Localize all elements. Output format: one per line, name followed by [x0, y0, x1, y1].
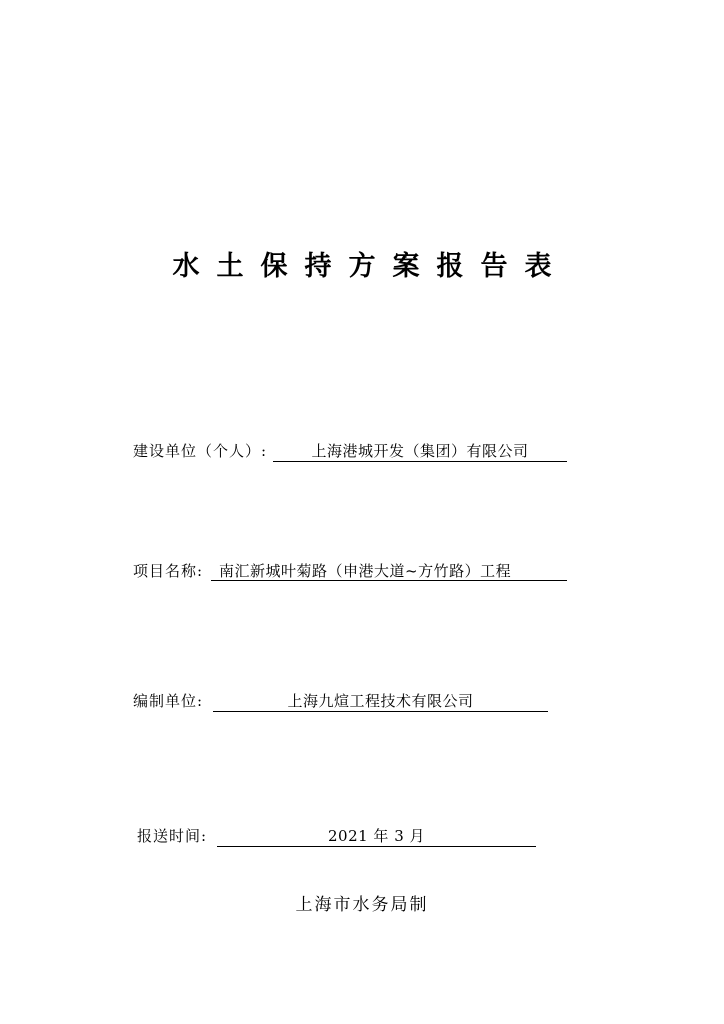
builder-field	[133, 441, 573, 463]
compiler-value: 上海九煊工程技术有限公司	[213, 691, 548, 712]
project-value: 南汇新城叶菊路（申港大道~方竹路）工程	[211, 561, 567, 581]
date-field	[137, 826, 557, 848]
date-value: 2021 年 3 月	[217, 826, 536, 847]
footer-issuer: 上海市水务局制	[295, 895, 429, 915]
builder-value: 上海港城开发（集团）有限公司	[273, 441, 567, 462]
project-label: 项目名称:	[133, 562, 204, 580]
compiler-field	[133, 691, 573, 713]
compiler-label: 编制单位:	[133, 692, 204, 710]
document-title: 水土保持方案报告表	[172, 251, 569, 282]
builder-label: 建设单位（个人）:	[133, 442, 268, 460]
project-field	[133, 561, 573, 583]
date-label: 报送时间:	[137, 827, 208, 845]
